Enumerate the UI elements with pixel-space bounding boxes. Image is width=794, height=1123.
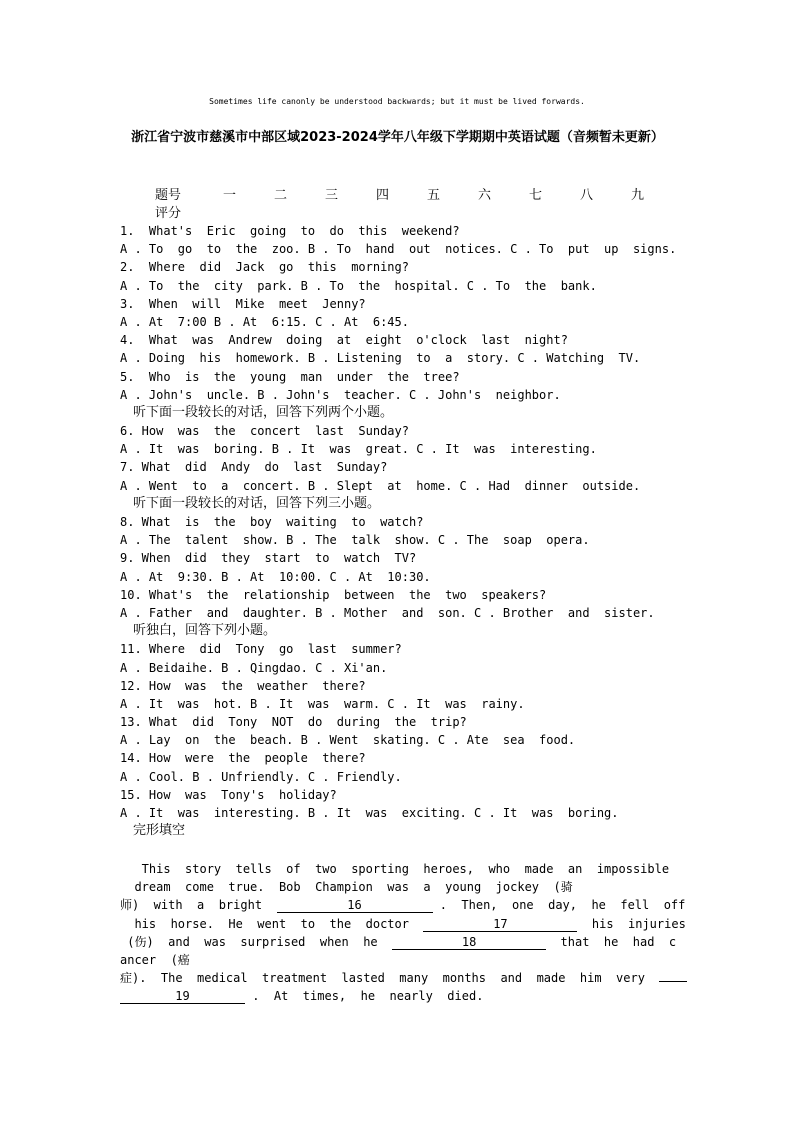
question-line: A . Went to a concert. B . Slept at home. C . Had dinner outside. (120, 478, 641, 493)
question-line: A . It was interesting. B . It was exciting. C . It was boring. (120, 806, 619, 820)
blank-17[interactable]: 17 (423, 917, 577, 932)
question-line: 2. Where did Jack go this morning? (120, 260, 409, 275)
cloze-text: his injuries (577, 916, 686, 931)
cloze-line: This story tells of two sporting heroes, who made an impossible (120, 862, 670, 876)
score-table-header-row (155, 184, 682, 202)
header-quote: Sometimes life canonly be understood backwards; but it must be lived forwards. (209, 97, 585, 106)
cloze-line (120, 915, 686, 933)
score-table (155, 184, 682, 220)
cloze-text: . At times, he nearly died. (245, 989, 484, 1004)
score-table-score-row (155, 202, 682, 220)
question-line: A . Doing his homework. B . Listening to a story. C . Watching TV. (120, 351, 641, 366)
question-line: 3. When will Mike meet Jenny? (120, 296, 366, 311)
blank-18[interactable]: 18 (392, 935, 546, 950)
question-line: A . Cool. B . Unfriendly. C . Friendly. (120, 769, 402, 784)
section-instruction: 完形填空 (133, 823, 186, 839)
question-line: A . At 9:30. B . At 10:00. C . At 10:30. (120, 569, 431, 584)
cloze-line (120, 933, 676, 951)
cloze-text: (伤) and was surprised when he (120, 934, 393, 949)
question-line: A . It was boring. B . It was great. C . It was interesting. (120, 442, 597, 457)
score-table-header-cell: 题号 (155, 188, 182, 203)
score-table-header-cell: 八 (580, 188, 594, 203)
question-line: A . Father and daughter. B . Mother and son. C . Brother and sister. (120, 605, 655, 620)
score-table-header-cell: 九 (631, 188, 645, 203)
section-instruction: 听下面一段较长的对话，回答下列三小题。 (133, 495, 381, 511)
question-line: 14. How were the people there? (120, 751, 366, 766)
section-instruction: 听下面一段较长的对话，回答下列两个小题。 (133, 404, 394, 420)
blank-16[interactable]: 16 (277, 898, 433, 913)
section-instruction: 听独白，回答下列小题。 (133, 623, 277, 639)
question-line: 7. What did Andy do last Sunday? (120, 460, 388, 475)
cloze-line (120, 969, 676, 987)
cloze-line: dream come true. Bob Champion was a young jockey (骑 (120, 880, 573, 895)
question-line: A . To go to the zoo. B . To hand out notices. C . To put up signs. (120, 242, 677, 257)
blank-19[interactable]: 19 (120, 989, 245, 1004)
score-table-header-cell: 七 (529, 188, 543, 203)
score-table-header-cell: 四 (376, 188, 390, 203)
question-list (120, 222, 680, 840)
score-table-header-cell: 三 (325, 188, 339, 203)
cloze-line: ancer (癌 (120, 952, 190, 967)
cloze-text: his horse. He went to the doctor (120, 916, 424, 931)
score-table-header-cell: 一 (223, 188, 237, 203)
page-title: 浙江省宁波市慈溪市中部区域2023-2024学年八年级下学期期中英语试题（音频暂未更新） (131, 130, 664, 145)
question-line: 4. What was Andrew doing at eight o'clock last night? (120, 333, 568, 348)
question-line: 13. What did Tony NOT do during the trip? (120, 715, 467, 730)
question-line: 11. Where did Tony go last summer? (120, 642, 402, 657)
blank-19-start (659, 981, 687, 982)
question-line: 15. How was Tony's holiday? (120, 787, 337, 802)
score-table-header-cell: 二 (274, 188, 288, 203)
score-row-label: 评分 (155, 206, 182, 221)
score-table-header-cell: 五 (427, 188, 441, 203)
cloze-text: . Then, one day, he fell off (432, 898, 686, 913)
question-line: A . It was hot. B . It was warm. C . It was rainy. (120, 696, 525, 711)
cloze-line (120, 896, 686, 914)
question-line: 1. What's Eric going to do this weekend? (120, 224, 460, 238)
question-line: A . The talent show. B . The talk show. C . The soap opera. (120, 533, 590, 548)
question-line: 9. When did they start to watch TV? (120, 551, 417, 566)
question-line: A . John's uncle. B . John's teacher. C . John's neighbor. (120, 387, 561, 402)
cloze-text: 症). The medical treatment lasted many months and made him very (120, 971, 660, 986)
cloze-text: 师) with a bright (120, 898, 277, 913)
cloze-passage (120, 860, 686, 1006)
question-line: 8. What is the boy waiting to watch? (120, 515, 424, 529)
question-line: 12. How was the weather there? (120, 678, 366, 693)
question-line: 5. Who is the young man under the tree? (120, 369, 460, 384)
cloze-text: that he had c (546, 934, 677, 949)
question-line: 10. What's the relationship between the two speakers? (120, 587, 547, 602)
question-line: 6. How was the concert last Sunday? (120, 424, 409, 439)
cloze-line (120, 987, 676, 1005)
question-line: A . At 7:00 B . At 6:15. C . At 6:45. (120, 314, 409, 329)
score-table-header-cell: 六 (478, 188, 492, 203)
question-line: A . To the city park. B . To the hospital. C . To the bank. (120, 278, 597, 293)
question-line: A . Beidaihe. B . Qingdao. C . Xi'an. (120, 660, 388, 675)
question-line: A . Lay on the beach. B . Went skating. C . Ate sea food. (120, 733, 576, 748)
